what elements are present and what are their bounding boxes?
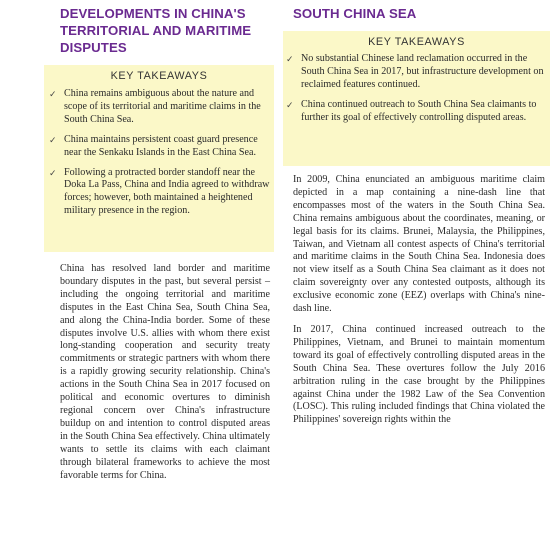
key-takeaways-list [48,88,270,218]
key-takeaways-title: KEY TAKEAWAYS [110,70,208,82]
key-takeaway-text: China maintains persistent coast guard presence near the Senkaku Islands in the East China Sea. [64,133,258,158]
checkmark-icon: ✓ [49,134,57,145]
checkmark-icon: ✓ [286,54,294,64]
key-takeaway-item [285,53,547,92]
section-heading-south-china-sea: SOUTH CHINA SEA [293,6,417,21]
key-takeaways-box [283,31,550,166]
key-takeaway-text: China remains ambiguous about the nature and scope of its territorial and maritime claims in the South China Sea. [64,88,261,125]
key-takeaways-box [44,65,274,252]
key-takeaway-item [48,88,270,127]
key-takeaway-item [48,134,270,160]
key-takeaway-text: No substantial Chinese land reclamation occurred in the South China Sea in 2017, but infrastructure development on reclaimed features continued. [301,53,544,90]
key-takeaway-item [285,99,547,125]
section-heading-territorial-disputes: DEVELOPMENTS IN CHINA'S TERRITORIAL AND MARITIME DISPUTES [60,6,252,55]
key-takeaways-list [285,53,547,125]
body-text [293,174,545,435]
checkmark-icon: ✓ [49,167,57,178]
key-takeaway-text: China continued outreach to South China Sea claimants to further its goal of effectively controlling disputed areas. [301,98,537,123]
key-takeaway-text: Following a protracted border standoff near the Doka La Pass, China and India agreed to withdraw forces; however, both maintained a heightened military presence in the region. [64,166,270,217]
checkmark-icon: ✓ [49,89,57,99]
body-paragraph: In 2017, China continued increased outreach to the Philippines, Vietnam, and Brunei to maintain momentum toward its goal of effectively controlling disputed areas in the South China Sea. These overtures follow the July 2016 arbitration ruling in the case brought by the Philippines against China under the 1982 Law of the Sea Convention (LOSC). This ruling included findings that China violated the Philippines' sovereign rights within the [293,323,545,426]
body-paragraph: In 2009, China enunciated an ambiguous maritime claim depicted in a map containing a nine-dash line that encompasses most of the waters in the South China Sea. China remains ambiguous about the coordinates, meaning, or legal basis for its claims. Brunei, Malaysia, the Philippines, Taiwan, and Vietnam all contest aspects of China's territorial and maritime claims in the South China Sea. Indonesia does not view itself as a South China Sea claimant as it does not claim sovereignty over any contested outposts, although its exclusive economic zone (EEZ) overlaps with China's nine-dash line. [293,174,545,315]
body-paragraph: China has resolved land border and maritime boundary disputes in the past, but several persist – including the ongoing territorial and maritime disputes in the East China Sea, South China Sea, and along the China-India border. Some of these disputes involve U.S. allies with whom there exist long-standing cooperation and security treaty commitments or strategic partners with whom there is a rapidly growing security relationship. China's actions in the South China Sea in 2017 focused on political and economic overtures to diminish regional concern over China's infrastructure buildup on and intention to control disputed areas in the South China Sea effectively. China ultimately wants to settle its claims with each claimant through bilateral frameworks to achieve the most favorable terms for China. [60,263,270,481]
key-takeaway-item [48,167,270,219]
body-text [60,263,270,490]
key-takeaways-title: KEY TAKEAWAYS [368,36,465,48]
checkmark-icon: ✓ [286,99,294,110]
